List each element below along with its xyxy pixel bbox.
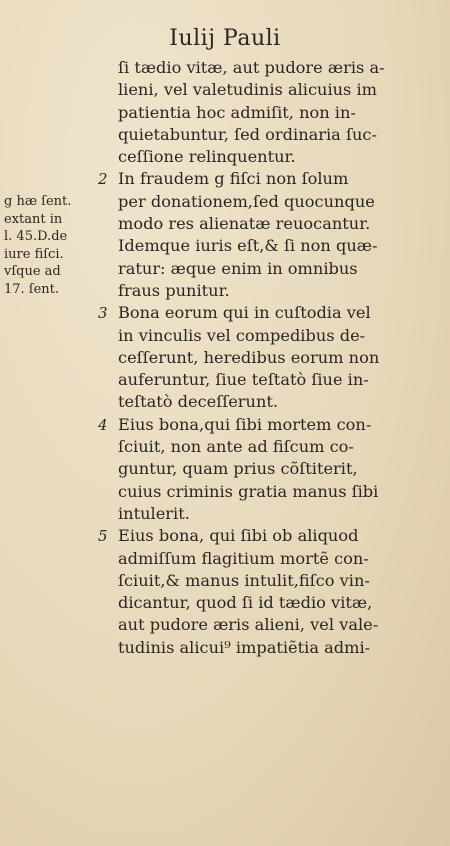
text-line: Eius bona, qui ſibi ob aliquod [118,526,359,546]
margin-note [4,193,96,298]
text-line: ſciuit, non ante ad fiſcum co- [118,437,354,457]
text-line: patientia hoc admiſit, non in- [118,102,356,122]
margin-note-line: g hæ ſent. [4,194,72,209]
paragraph-1 [118,57,434,168]
text-line: modo res alienatæ reuocantur. [118,214,371,234]
text-line: ſciuit,& manus intulit,fiſco vin- [118,570,370,590]
text-line: Idemque iuris eſt,& ſi non quæ- [118,236,378,256]
running-header: Iulij Pauli [169,26,281,51]
text-line: intulerit. [118,503,190,523]
text-line: Bona eorum qui in cuſtodia vel [118,303,371,323]
text-body [98,57,434,659]
paragraph-number: 5 [98,527,108,546]
text-line: cuius criminis gratia manus ſibi [118,481,379,501]
paragraph-number: 2 [98,170,108,189]
paragraph-2 [98,168,434,302]
text-line: tudinis alicui⁹ impatiẽtia admi- [118,637,371,657]
margin-note-line: l. 45.D.de [4,229,68,244]
text-line: In fraudem g fiſci non ſolum [118,169,349,189]
paragraph-number: 4 [98,415,108,434]
paragraph-4 [98,414,434,525]
text-line: aut pudore æris alieni, vel vale- [118,615,379,635]
text-line: admiſſum flagitium mortẽ con- [118,548,369,568]
paragraph-number: 3 [98,304,108,323]
paragraph-5 [98,525,434,659]
margin-note-line: 17. ſent. [4,281,60,297]
margin-note-line: extant in [4,211,63,227]
text-line: ſi tædio vitæ, aut pudore æris a- [118,58,385,77]
text-line: per donationem,ſed quocunque [118,191,375,211]
text-line: auferuntur, ſiue teſtatò ſiue in- [118,370,369,390]
text-line: quietabuntur, ſed ordinaria ſuc- [118,124,377,144]
text-line: Eius bona,qui ſibi mortem con- [118,414,372,434]
margin-note-line: vſque ad [4,264,61,279]
text-line: ceſſione relinquentur. [118,147,296,167]
text-line: ratur: æque enim in omnibus [118,258,358,278]
text-line: fraus punitur. [118,280,230,300]
text-line: guntur, quam prius cõſtiterit, [118,459,358,479]
text-line: teſtatò deceſſerunt. [118,392,279,412]
margin-note-line: iure fiſci. [4,246,64,262]
text-line: lieni, vel valetudinis alicuius im [118,80,378,100]
text-line: dicantur, quod ſi id tædio vitæ, [118,593,373,613]
text-line: in vinculis vel compedibus de- [118,325,366,345]
text-line: ceſſerunt, heredibus eorum non [118,347,380,367]
paragraph-3 [98,302,434,413]
